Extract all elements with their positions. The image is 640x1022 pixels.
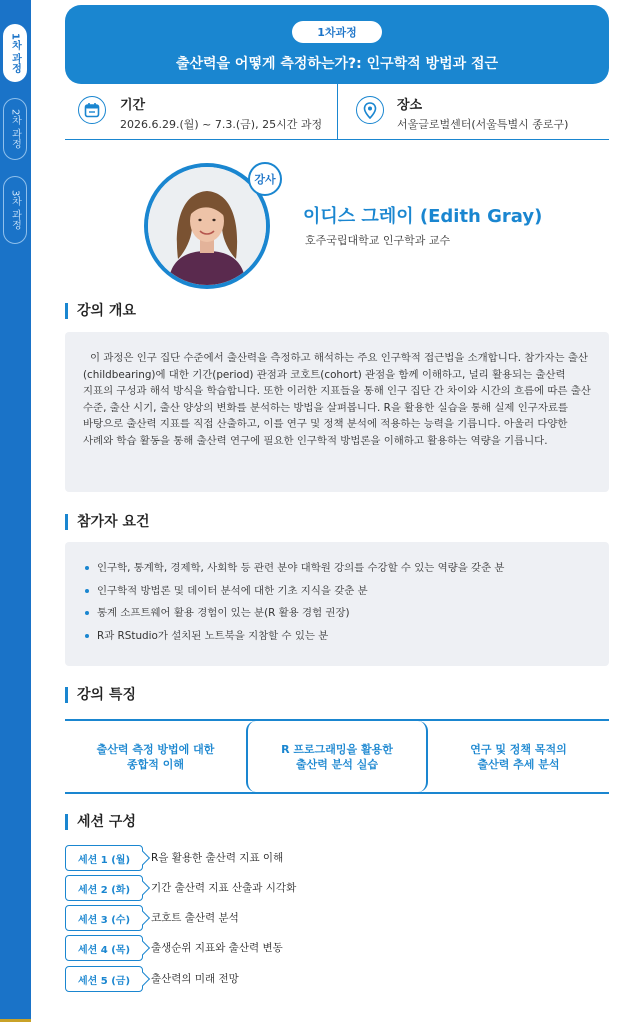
overview-box [65,332,609,492]
feature-line: 종합적 이해 [127,757,184,771]
bullet-icon [85,589,89,593]
period-value: 2026.6.29.(월) ~ 7.3.(금), 25시간 과정 [120,118,323,131]
feature-card [428,721,609,792]
tab-course-2[interactable] [3,98,27,160]
side-rail [0,0,31,1022]
feature-text [97,742,215,772]
overview-text: 이 과정은 인구 집단 수준에서 출산력을 측정하고 해석하는 주요 인구학적 접근법을 소개합니다. 참가자는 출산(childbearing)에 대한 기간(period) 관점과 코호트(cohort) 관점을 함께 이해하고, 널리 활용되는 출산력 지표의 구성과 해석 방식을 학습합니다. 또한 이러한 지표들을 통해 인구 집단 간 차이와 시간의 흐름에 따른 출산 수준, 출산 시기, 출산 양상의 변화를 분석하는 방법을 살펴봅니다. R을 활용한 실습을 통해 실제 인구자료를 바탕으로 출산력 지표를 직접 산출하고, 이를 연구 및 정책 분석에 적용하는 능력을 기릅니다. 아울러 다양한 사례와 학습 활동을 통해 출산력 연구에 필요한 인구학적 방법론을 이해하고 활용하는 역량을 기릅니다. [83,352,591,447]
course-badge: 1차과정 [292,21,382,43]
session-text: R을 활용한 출산력 지표 이해 [151,852,284,864]
bullet-icon [85,634,89,638]
requirements-heading: 참가자 요건 [65,513,150,531]
sessions-heading: 세션 구성 [65,813,136,831]
feature-text [470,742,567,772]
tab-course-1[interactable] [3,24,27,82]
calendar-icon [78,96,106,124]
session-tag: 세션 4 (목) [65,935,143,961]
lecturer-badge: 강사 [248,162,282,196]
bullet-icon [85,566,89,570]
session-tag: 세션 2 (화) [65,875,143,901]
feature-card [65,721,246,792]
place-info [338,84,609,140]
tab-course-2-label: 2차 과정 [9,109,21,149]
tab-course-3[interactable] [3,176,27,244]
session-text: 기간 출산력 지표 산출과 시각화 [151,882,297,894]
requirement-item [85,583,591,606]
feature-line: 연구 및 정책 목적의 [470,742,567,756]
session-row [65,845,565,871]
feature-line: 출산력 측정 방법에 대한 [96,742,215,756]
lecturer-affiliation: 호주국립대학교 인구학과 교수 [305,234,451,247]
info-row [65,84,609,140]
requirement-text: R과 RStudio가 설치된 노트북을 지참할 수 있는 분 [97,629,329,642]
session-tag: 세션 5 (금) [65,966,143,992]
tab-course-3-label: 3차 과정 [9,190,21,230]
features-heading: 강의 특징 [65,686,136,704]
course-title: 출산력을 어떻게 측정하는가?: 인구학적 방법과 접근 [175,56,499,72]
requirement-text: 인구학, 통계학, 경제학, 사회학 등 관련 분야 대학원 강의를 수강할 수 있는 역량을 갖춘 분 [97,562,505,574]
bullet-icon [85,611,89,615]
period-label: 기간 [120,98,146,113]
requirement-item [85,628,591,651]
requirement-item [85,560,591,583]
session-tag: 세션 3 (수) [65,905,143,931]
features-row [65,719,609,794]
feature-line: 출산력 분석 실습 [295,757,379,771]
session-row [65,905,565,931]
requirement-text: 인구학적 방법론 및 데이터 분석에 대한 기초 지식을 갖춘 분 [97,584,368,597]
session-row [65,966,565,992]
session-text: 출산력의 미래 전망 [151,973,239,985]
session-text: 출생순위 지표와 출산력 변동 [151,942,283,954]
lecturer-name: 이디스 그레이 (Edith Gray) [303,206,543,227]
session-row [65,935,565,961]
session-text: 코호트 출산력 분석 [151,912,239,924]
course-header [65,5,609,84]
session-tag: 세션 1 (월) [65,845,143,871]
feature-text [281,742,393,772]
place-value: 서울글로벌센터(서울특별시 종로구) [397,118,569,131]
feature-card [246,721,428,792]
period-info [65,84,338,140]
place-label: 장소 [397,98,423,113]
session-row [65,875,565,901]
requirements-box [65,542,609,666]
feature-line: 출산력 추세 분석 [477,757,560,771]
requirement-text: 통계 소프트웨어 활용 경험이 있는 분(R 활용 경험 권장) [97,607,350,619]
feature-line: R 프로그래밍을 활용한 [281,742,393,756]
location-pin-icon [356,96,384,124]
requirement-item [85,605,591,628]
overview-heading: 강의 개요 [65,302,136,320]
tab-course-1-label: 1차 과정 [9,32,21,74]
